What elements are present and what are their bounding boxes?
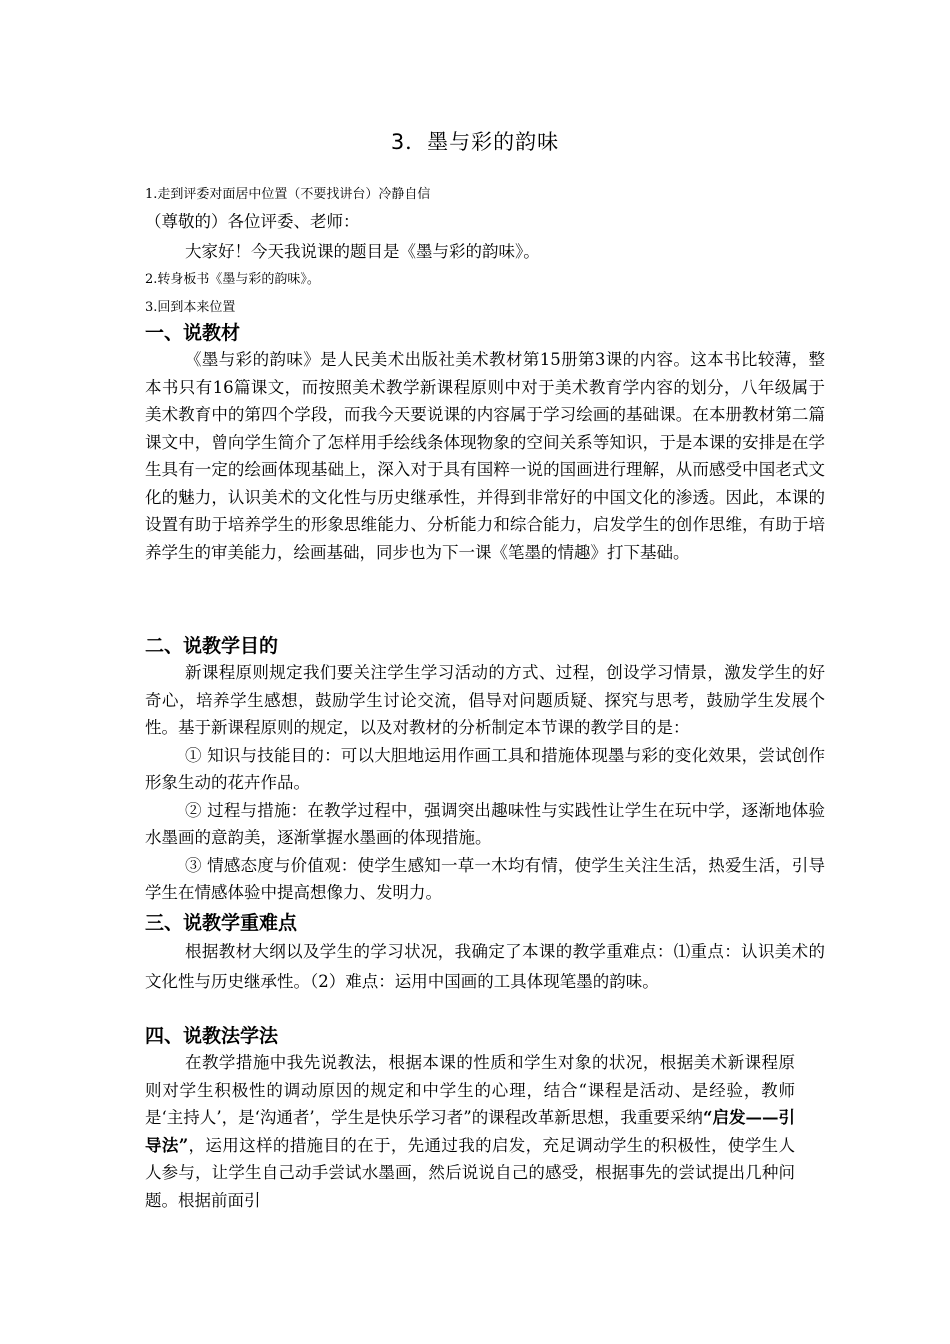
section-body-methods: [145, 1049, 795, 1214]
goal-item-3: ③ 情感态度与价值观：使学生感知一草一木均有情，使学生关注生活，热爱生活，引导学生在情感体验中提高想像力、发明力。: [145, 855, 825, 902]
section-heading-goals: 二、说教学目的: [145, 635, 279, 657]
step-note-2: 2.转身板书《墨与彩的韵味》。: [145, 272, 320, 287]
paragraph: 根据教材大纲以及学生的学习状况，我确定了本课的教学重难点：⑴重点：认识美术的文化性与历史继承性。（2）难点：运用中国画的工具体现笔墨的韵味。: [145, 942, 825, 991]
section-body-goals: [145, 659, 825, 907]
paragraph: [145, 1049, 795, 1214]
methods-text-b: ，运用这样的措施目的在于，先通过我的启发，充足调动学生的积极性，使学生人人参与，让学生自己动手尝试水墨画，然后说说自己的感受，根据事先的尝试提出几种问题。根据前面引: [145, 1135, 795, 1210]
paragraph: 《墨与彩的韵味》是人民美术出版社美术教材第15册第3课的内容。这本书比较薄，整本书只有16篇课文，而按照美术教学新课程原则中对于美术教育学内容的划分，八年级属于美术教育中的第四个学段，而我今天要说课的内容属于学习绘画的基础课。在本册教材第二篇课文中，曾向学生简介了怎样用手绘线条体现物象的空间关系等知识，于是本课的安排是在学生具有一定的绘画体现基础上，深入对于具有国粹一说的国画进行理解，从而感受中国老式文化的魅力，认识美术的文化性与历史继承性，并得到非常好的中国文化的渗透。因此，本课的设置有助于培养学生的形象思维能力、分析能力和综合能力，启发学生的创作思维，有助于培养学生的审美能力，绘画基础，同步也为下一课《笔墨的情趣》打下基础。: [145, 350, 825, 562]
goal-item-1: ① 知识与技能目的：可以大胆地运用作画工具和措施体现墨与彩的变化效果，尝试创作形象生动的花卉作品。: [145, 745, 825, 792]
step-note-3: 3.回到本来位置: [145, 300, 236, 315]
section-heading-textbook: 一、说教材: [145, 322, 241, 344]
page-title: 3．墨与彩的韵味: [390, 130, 560, 154]
intro-line: 大家好！今天我说课的题目是《墨与彩的韵味》。: [185, 242, 540, 261]
method-name-emphasis: “启发——引导法”: [145, 1108, 795, 1155]
paragraph: 新课程原则规定我们要关注学生学习活动的方式、过程，创设学习情景，激发学生的好奇心，培养学生感想，鼓励学生讨论交流，倡导对问题质疑、探究与思考，鼓励学生发展个性。基于新课程原则的规定，以及对教材的分析制定本节课的教学目的是：: [145, 663, 825, 737]
section-body-textbook: [145, 346, 825, 566]
section-body-key-points: [145, 937, 825, 997]
step-note-1: 1.走到评委对面居中位置（不要找讲台）冷静自信: [145, 187, 431, 202]
goal-item-2: ② 过程与措施：在教学过程中，强调突出趣味性与实践性让学生在玩中学，逐渐地体验水墨画的意韵美，逐渐掌握水墨画的体现措施。: [145, 800, 825, 847]
methods-text-a: 在教学措施中我先说教法，根据本课的性质和学生对象的状况，根据美术新课程原则对学生积极性的调动原因的规定和中学生的心理，结合“课程是活动、是经验，教师是‘主持人’，是‘沟通者’，学生是快乐学习者”的课程改革新思想，我重要采纳: [145, 1053, 795, 1127]
section-heading-key-points: 三、说教学重难点: [145, 912, 298, 934]
greeting: （尊敬的）各位评委、老师：: [145, 212, 360, 231]
section-heading-methods: 四、说教法学法: [145, 1025, 279, 1047]
